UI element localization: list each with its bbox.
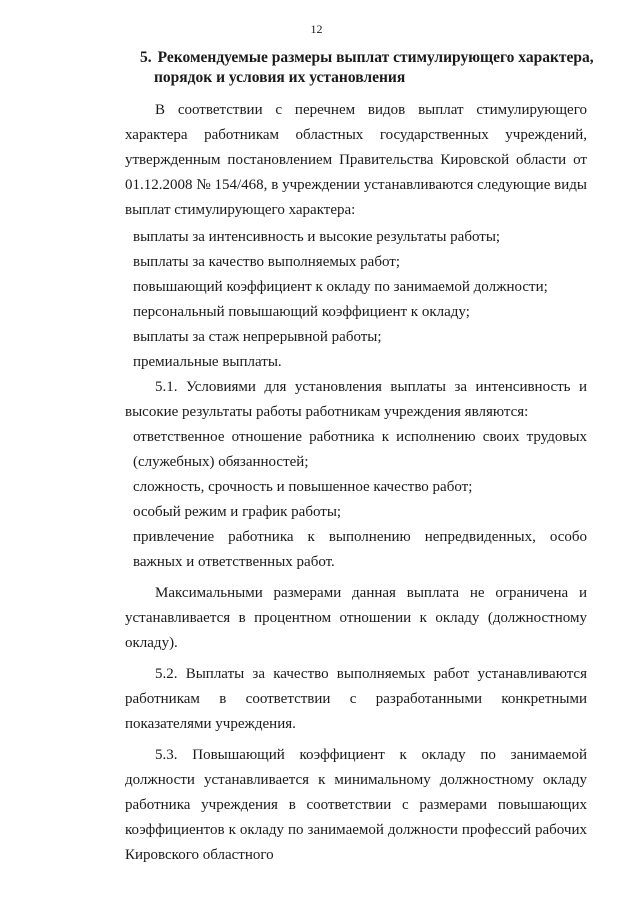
section-body <box>125 98 587 868</box>
page-number: 12 <box>310 22 323 36</box>
payment-type-item: премиальные выплаты. <box>133 354 282 370</box>
section-title-line1: Рекомендуемые размеры выплат стимулирующего характера, <box>157 49 594 66</box>
section-heading <box>140 48 600 88</box>
condition-item: сложность, срочность и повышенное качество работ; <box>133 479 473 495</box>
payment-type-item: выплаты за интенсивность и высокие результаты работы; <box>133 229 501 245</box>
clause-5-1-intro: 5.1. Условиями для установления выплаты за интенсивность и высокие результаты работы работникам учреждения являются: <box>125 379 587 420</box>
payment-type-item: повышающий коэффициент к окладу по занимаемой должности; <box>133 279 548 295</box>
clause-5-3: 5.3. Повышающий коэффициент к окладу по занимаемой должности устанавливается к минимальному должностному окладу работника учреждения в соответствии с размерами повышающих коэффициентов к окладу по занимаемой должности профессий рабочих Кировского областного <box>125 747 587 863</box>
section-number: 5. <box>140 49 152 66</box>
condition-item: ответственное отношение работника к исполнению своих трудовых (служебных) обязанностей; <box>133 429 587 470</box>
payment-type-item: персональный повышающий коэффициент к окладу; <box>133 304 470 320</box>
clause-5-1-max-note: Максимальными размерами данная выплата не ограничена и устанавливается в процентном отношении к окладу (должностному окладу). <box>125 585 587 651</box>
intro-paragraph: В соответствии с перечнем видов выплат стимулирующего характера работникам областных государственных учреждений, утвержденным постановлением Правительства Кировской области от 01.12.2008 № 154/468, в учреждении устанавливаются следующие виды выплат стимулирующего характера: <box>125 102 587 218</box>
payment-type-item: выплаты за качество выполняемых работ; <box>133 254 400 270</box>
payment-type-item: выплаты за стаж непрерывной работы; <box>133 329 382 345</box>
section-title-line2: порядок и условия их установления <box>154 69 406 86</box>
condition-item: особый режим и график работы; <box>133 504 342 520</box>
clause-5-2: 5.2. Выплаты за качество выполняемых работ устанавливаются работникам в соответствии с разработанными конкретными показателями учреждения. <box>125 666 587 732</box>
condition-item: привлечение работника к выполнению непредвиденных, особо важных и ответственных работ. <box>133 529 587 570</box>
